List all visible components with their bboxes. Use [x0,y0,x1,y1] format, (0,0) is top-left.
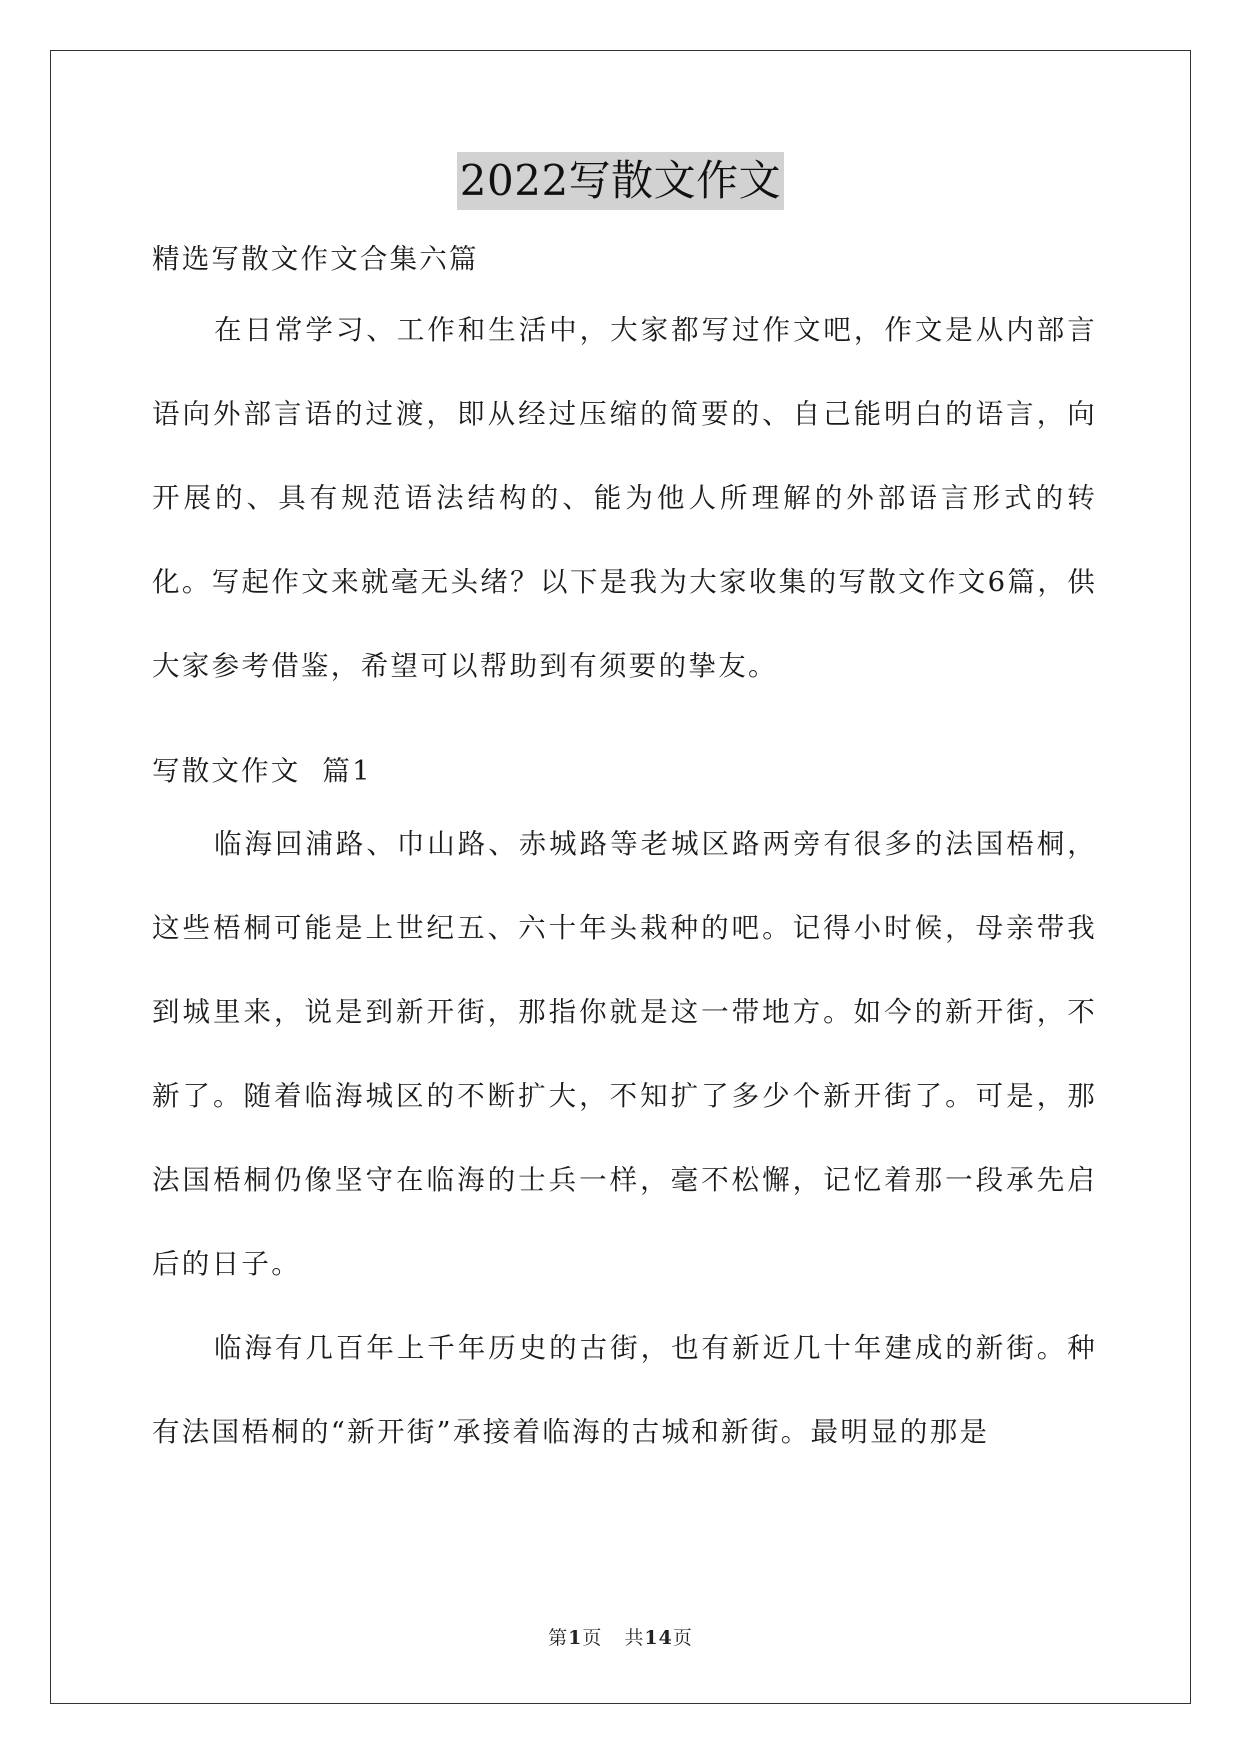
section-heading: 写散文作文 篇1 [152,755,372,787]
footer-page-mid: 页 [582,1627,603,1649]
footer-page-prefix: 第 [548,1627,569,1649]
title-container [0,152,1241,210]
footer-page-total: 14 [644,1627,673,1649]
document-subtitle: 精选写散文作文合集六篇 [152,243,479,275]
footer-total-prefix: 共 [624,1627,645,1649]
body-paragraph-1: 临海回浦路、巾山路、赤城路等老城区路两旁有很多的法国梧桐，这些梧桐可能是上世纪五、六十年头栽种的吧。记得小时候，母亲带我到城里来，说是到新开街，那指你就是这一带地方。如今的新开街，不新了。随着临海城区的不断扩大，不知扩了多少个新开街了。可是，那法国梧桐仍像坚守在临海的士兵一样，毫不松懈，记忆着那一段承先启后的日子。 [152,828,1097,1280]
footer-total-suffix: 页 [672,1627,693,1649]
footer-page-current: 1 [568,1627,583,1649]
intro-paragraph: 在日常学习、工作和生活中，大家都写过作文吧，作文是从内部言语向外部言语的过渡，即从经过压缩的简要的、自己能明白的语言，向开展的、具有规范语法结构的、能为他人所理解的外部语言形式的转化。写起作文来就毫无头绪？以下是我为大家收集的写散文作文6篇，供大家参考借鉴，希望可以帮助到有须要的挚友。 [152,314,1097,682]
document-title: 2022写散文作文 [457,152,784,210]
body-paragraph-2: 临海有几百年上千年历史的古街，也有新近几十年建成的新街。种有法国梧桐的“新开街”承接着临海的古城和新街。最明显的那是 [152,1332,1097,1448]
page-footer [0,1623,1241,1650]
